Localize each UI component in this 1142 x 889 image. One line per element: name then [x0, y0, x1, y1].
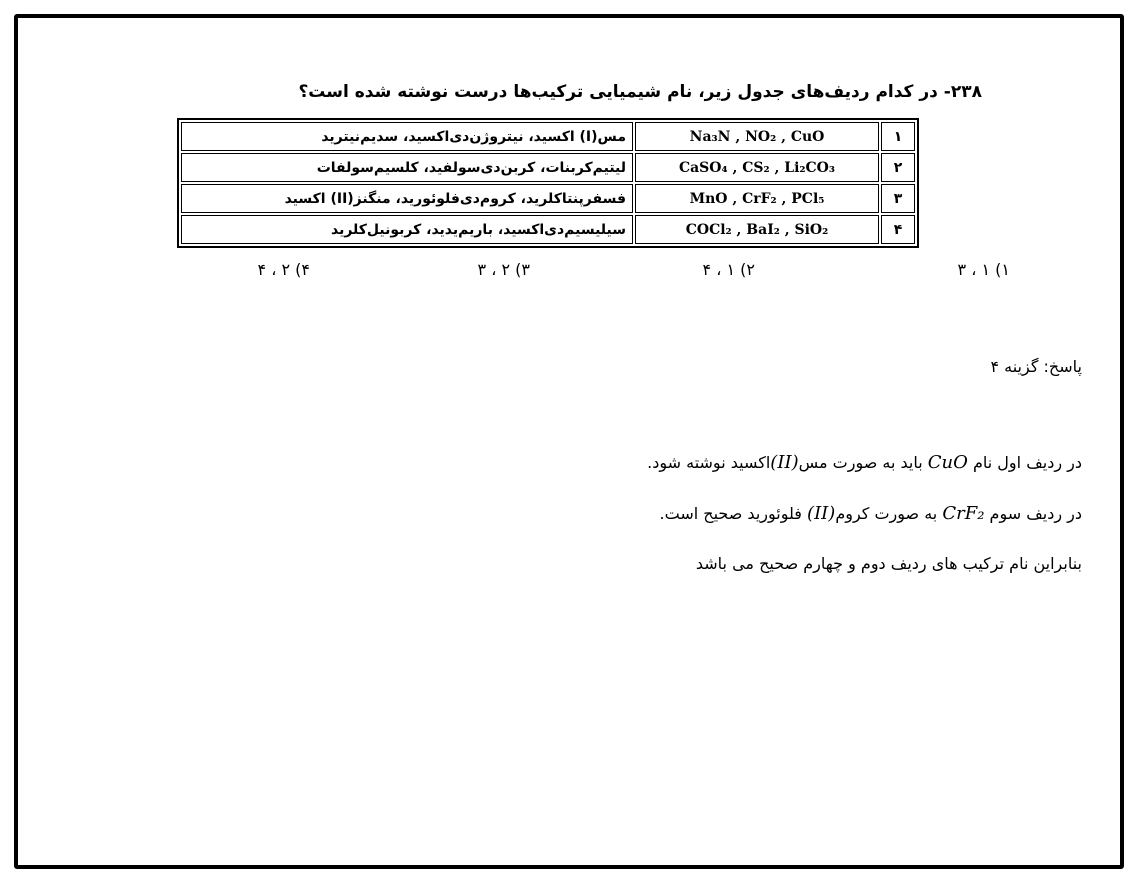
answer-line-2 — [660, 503, 1082, 524]
answer-text: در ردیف سوم — [989, 504, 1082, 523]
answer-label: پاسخ: گزینه ۴ — [990, 357, 1082, 376]
row-formula: Na₃N , NO₂ , CuO — [635, 122, 879, 151]
row-number: ۴ — [881, 215, 915, 244]
answer-text: باید به صورت مس — [798, 453, 923, 472]
row-number: ۳ — [881, 184, 915, 213]
roman-numeral: (II) — [770, 452, 799, 473]
option-2: ۲) ۱ ، ۴ — [702, 260, 755, 279]
row-number: ۱ — [881, 122, 915, 151]
answer-text: به صورت کروم — [835, 504, 938, 523]
answer-line-1 — [647, 452, 1082, 473]
question-title: ۲۳۸- در کدام ردیف‌های جدول زیر، نام شیمیایی ترکیب‌ها درست نوشته شده است؟ — [298, 82, 982, 102]
row-names: فسفر‌پنتاکلرید، کروم‌دی‌فلوئورید، منگنز(II) اکسید — [181, 184, 633, 213]
row-names: سیلیسیم‌دی‌اکسید، باریم‌یدید، کربونیل‌کلرید — [181, 215, 633, 244]
answer-options — [190, 260, 1010, 282]
formula-text: CrF₂ — [942, 503, 985, 524]
compounds-table — [177, 118, 919, 248]
answer-text: اکسید نوشته شود. — [647, 453, 771, 472]
option-3: ۳) ۲ ، ۳ — [477, 260, 530, 279]
table-row — [181, 184, 915, 213]
formula-text: CuO — [927, 452, 968, 473]
table-row — [181, 122, 915, 151]
answer-text: فلوئورید صحیح است. — [659, 504, 802, 523]
row-names: لیتیم‌کربنات، کربن‌دی‌سولفید، کلسیم‌سولفات — [181, 153, 633, 182]
row-formula: CaSO₄ , CS₂ , Li₂CO₃ — [635, 153, 879, 182]
answer-text: در ردیف اول نام — [972, 453, 1082, 472]
answer-line-3: بنابراین نام ترکیب های ردیف دوم و چهارم صحیح می باشد — [695, 554, 1082, 573]
table-row — [181, 153, 915, 182]
row-formula: COCl₂ , BaI₂ , SiO₂ — [635, 215, 879, 244]
option-4: ۴) ۲ ، ۴ — [257, 260, 310, 279]
roman-numeral: (II) — [807, 503, 836, 524]
row-number: ۲ — [881, 153, 915, 182]
option-1: ۱) ۱ ، ۳ — [957, 260, 1010, 279]
row-formula: MnO , CrF₂ , PCl₅ — [635, 184, 879, 213]
row-names: مس(I) اکسید، نیتروژن‌دی‌اکسید، سدیم‌نیترید — [181, 122, 633, 151]
table-row — [181, 215, 915, 244]
